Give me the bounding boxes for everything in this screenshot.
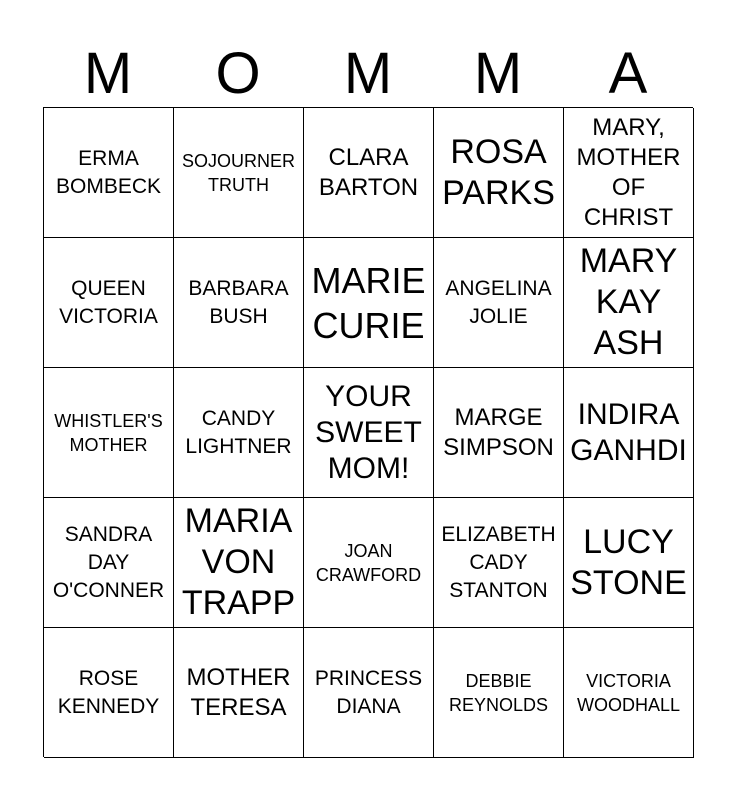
cell-text: ELIZABETH CADY STANTON [441,522,556,602]
cell-text: INDIRA GANHDI [570,397,687,467]
cell-text: DEBBIE REYNOLDS [448,670,549,715]
bingo-cell [304,628,434,758]
bingo-cell [44,108,174,238]
cell-text: SOJOURNER TRUTH [181,150,295,195]
header-letter: O [215,41,261,106]
cell-text: WHISTLER'S MOTHER [54,410,163,455]
header-letter: M [83,41,133,106]
cell-text: MARGE SIMPSON [443,403,554,461]
bingo-cell [434,628,564,758]
bingo-cell [174,498,304,628]
cell-text: MARIA VON TRAPP [181,502,296,622]
cell-text: MOTHER TERESA [186,663,291,721]
cell-text: PRINCESS DIANA [314,666,423,718]
cell-text: LUCY STONE [570,522,687,602]
bingo-cell [304,108,434,238]
bingo-cell [304,238,434,368]
bingo-cell [174,628,304,758]
bingo-header [43,40,693,108]
header-letter: A [608,41,648,106]
bingo-cell [44,368,174,498]
header-letter: M [473,41,523,106]
cell-text: BARBARA BUSH [188,276,289,328]
bingo-cell [564,238,694,368]
cell-text: MARIE CURIE [311,259,426,346]
cell-text: YOUR SWEET MOM! [315,379,422,485]
bingo-cell [44,498,174,628]
bingo-cell [304,498,434,628]
cell-text: ERMA BOMBECK [55,146,162,198]
bingo-cell [44,238,174,368]
header-letter: M [343,41,393,106]
cell-text: MARY KAY ASH [579,242,678,362]
bingo-cell [564,368,694,498]
bingo-cell [564,498,694,628]
bingo-cell [174,108,304,238]
bingo-cell [304,368,434,498]
cell-text: QUEEN VICTORIA [59,276,158,328]
cell-text: CANDY LIGHTNER [185,406,292,458]
bingo-cell [174,368,304,498]
bingo-board [43,107,693,757]
cell-text: JOAN CRAWFORD [315,540,422,585]
bingo-cell [564,628,694,758]
cell-text: SANDRA DAY O'CONNER [52,522,165,602]
cell-text: ROSE KENNEDY [57,666,160,718]
bingo-cell [564,108,694,238]
bingo-cell [44,628,174,758]
cell-text: ANGELINA JOLIE [445,276,552,328]
bingo-cell [434,368,564,498]
bingo-cell [174,238,304,368]
cell-text: MARY, MOTHER OF CHRIST [576,113,681,231]
bingo-cell [434,498,564,628]
bingo-cell [434,108,564,238]
cell-text: CLARA BARTON [318,143,419,201]
cell-text: ROSA PARKS [442,132,555,212]
cell-text: VICTORIA WOODHALL [576,670,681,715]
bingo-cell [434,238,564,368]
